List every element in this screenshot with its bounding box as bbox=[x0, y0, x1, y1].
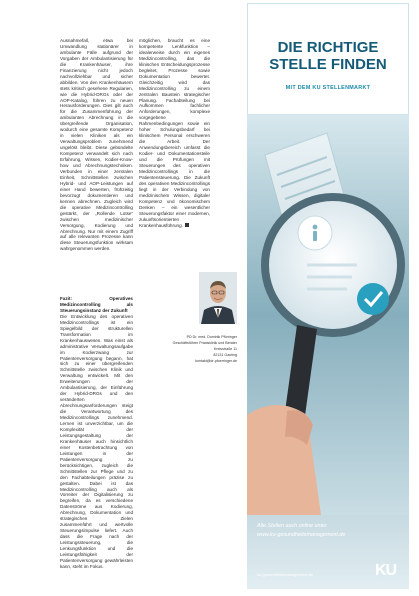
author-info bbox=[160, 335, 237, 365]
section-heading: Fazit: Operatives Medizincontrolling als Steuerungsinstanz der Zukunft bbox=[60, 296, 133, 313]
article-column-left-top bbox=[60, 38, 133, 252]
job-market-advertisement[interactable] bbox=[247, 3, 409, 589]
ad-illustration bbox=[247, 115, 409, 515]
author-address-line: Kreisstraße 11 bbox=[213, 346, 237, 351]
author-name: PD Dr. med. Dominik Pförringer bbox=[186, 335, 237, 339]
author-address-line: 82131 Gauting bbox=[213, 352, 237, 357]
ad-footer-link[interactable]: www.ku-gesundheitsmanagement.de bbox=[257, 532, 346, 538]
ku-logo: KU bbox=[375, 562, 397, 579]
author-email[interactable]: kontakt@dr-pfoerringer.de bbox=[195, 358, 237, 363]
article-column-middle bbox=[139, 38, 210, 229]
checkmark-icon bbox=[357, 283, 389, 315]
magnifying-glass-icon bbox=[247, 115, 409, 515]
article-paragraph: Die Entwicklung des operativen Medizincontrollings ist ein Spiegelbild der strukturellen Transformation im Krankenhauswesen. Was einst als administrative Verwaltungsaufgabe im Kodierzwang zur Patientenversorgung begann, hat sich zu einer übergreifenden Schnittstelle zwischen Klinik und Verwaltung entwickelt. Mit den Erweiterungen der Ambulantisierung, der Einführung der Hybrid-DRGs und den veränderten Abrechnungsanforderungen steigt die Verantwortung des Medizincontrollings zunehmend. Lernen ist unverzichtbar, um die Komplexität der Leistungsgestaltung der Krankenhäuser auch hinsichtlich einer Kostenbetrachtung von Leistungen in der Patientenversorgung zu berücksichtigen, zugleich die Schnittstellen zur Pflege und zu den Fachabteilungen präzise zu gestalten. Dabei ist das Medizincontrolling auch als Vorreiter der Digitalisierung zu begreifen, da es verschiedene Datenströme aus Kodierung, Abrechnung, Dokumentation und strategischen Zielen zusammenführt und wertvolle Steuerungsimpulse liefert. Auch dass die Frage nach der Leistungssteuerung, die Lenkungsfunktion und die Leistungsfähigkeit der Patientenversorgung gewährleisten kann, steht im Fokus. bbox=[60, 313, 133, 569]
author-photo bbox=[199, 272, 237, 324]
author-role: Geschäftsführer Praxisklinik und Berater bbox=[172, 340, 237, 345]
ad-footer-text bbox=[257, 522, 407, 540]
ad-title-line: STELLE FINDEN bbox=[269, 56, 387, 73]
article-paragraph: Ausnahmefall, etwa bei Umwandlung stationärer in ambulante Fälle aufgrund der Vorgaben der Ambulantisierung für die Krankenhäuser, ihre Finanzierung nicht jedoch nachvollziehbar und sicher abbilden. Von den Krankenhäusern stets kritisch gesehene Regularien, wie die Hybrid-DRGs oder der AOP-Katalog, führen zu neuen Herausforderungen. Dies gilt auch für die Zusammenführung der ambulanten Abrechnung in die übergreifende Organisation, wodurch eine gesamte Kompetenz in vielen Kliniken als ein Verwaltungsproblem zunehmend ungelöst bleibt. Diese gebündelte Kompetenz verwandelt sich nach Erfahrung, Wissen, Kodier-Know-how und Abrechnungstechniken. Verbunden in einer zentralen Einheit, Schnittstellen zwischen Hybrid- und AOP-Leistungen auf einer Hand bewerten, frühzeitig bevorzugt dokumentieren und kennen abrechnen. Zugleich wird die operative Medizincontrolling gestärkt, der „Rollende Lotse“ zwischen medizinischer Versorgung, Kodierung und Abrechnung. Nur mit einem Zugriff auf alle relevanten Prozesse kann diese Steuerungsfunktion wirksam wahrgenommen werden. bbox=[60, 38, 133, 252]
ad-title-line: DIE RICHTIGE bbox=[277, 39, 379, 56]
article-column-left-bottom bbox=[60, 296, 133, 570]
article-paragraph-text: möglichen, braucht es eine kompetente Lenkfunktion – idealerweise durch ein eigenes Medizincontrolling, das die klinischen Entscheidungsprozesse begleitet, Prozesse sowie Dokumentation bewertet. Gleichzeitig wird das Medizincontrolling zu einem zentralen Baustein strategischer Planung. Fachabteilung bei Aufkommen fachlicher Anforderungen, komplexe vorgegebene Rahmenbedingungen sowie ein hoher Schulungsbedarf bei klinischem Personal erschweren die Arbeit. Der Anwendungsbereich umfasst die Kodier- und Dokumentationsteile und die Prüfungen mit Steuerungen des operativen Medizincontrollings in die Patientensteuerung. Die Zukunft des operativen Medizincontrollings liegt in der Verbindung von medizinischem Wissen, digitaler Kompetenz und ökonomischem Denken – ein wesentlicher Steuerungsfaktor einer modernen, zukunftsorientierten Krankenhausführung. bbox=[139, 38, 210, 228]
ad-footer-line: Alle Stellen auch online unter bbox=[257, 523, 327, 529]
ad-subtitle: MIT DEM KU STELLENMARKT bbox=[285, 85, 371, 91]
author-portrait-icon bbox=[199, 272, 237, 324]
end-of-article-mark bbox=[185, 223, 189, 227]
ad-url-small[interactable]: ku-gesundheitsmanagement.de bbox=[257, 572, 314, 577]
ad-title bbox=[247, 39, 409, 73]
person-icon bbox=[298, 216, 332, 250]
article-paragraph bbox=[139, 38, 210, 229]
